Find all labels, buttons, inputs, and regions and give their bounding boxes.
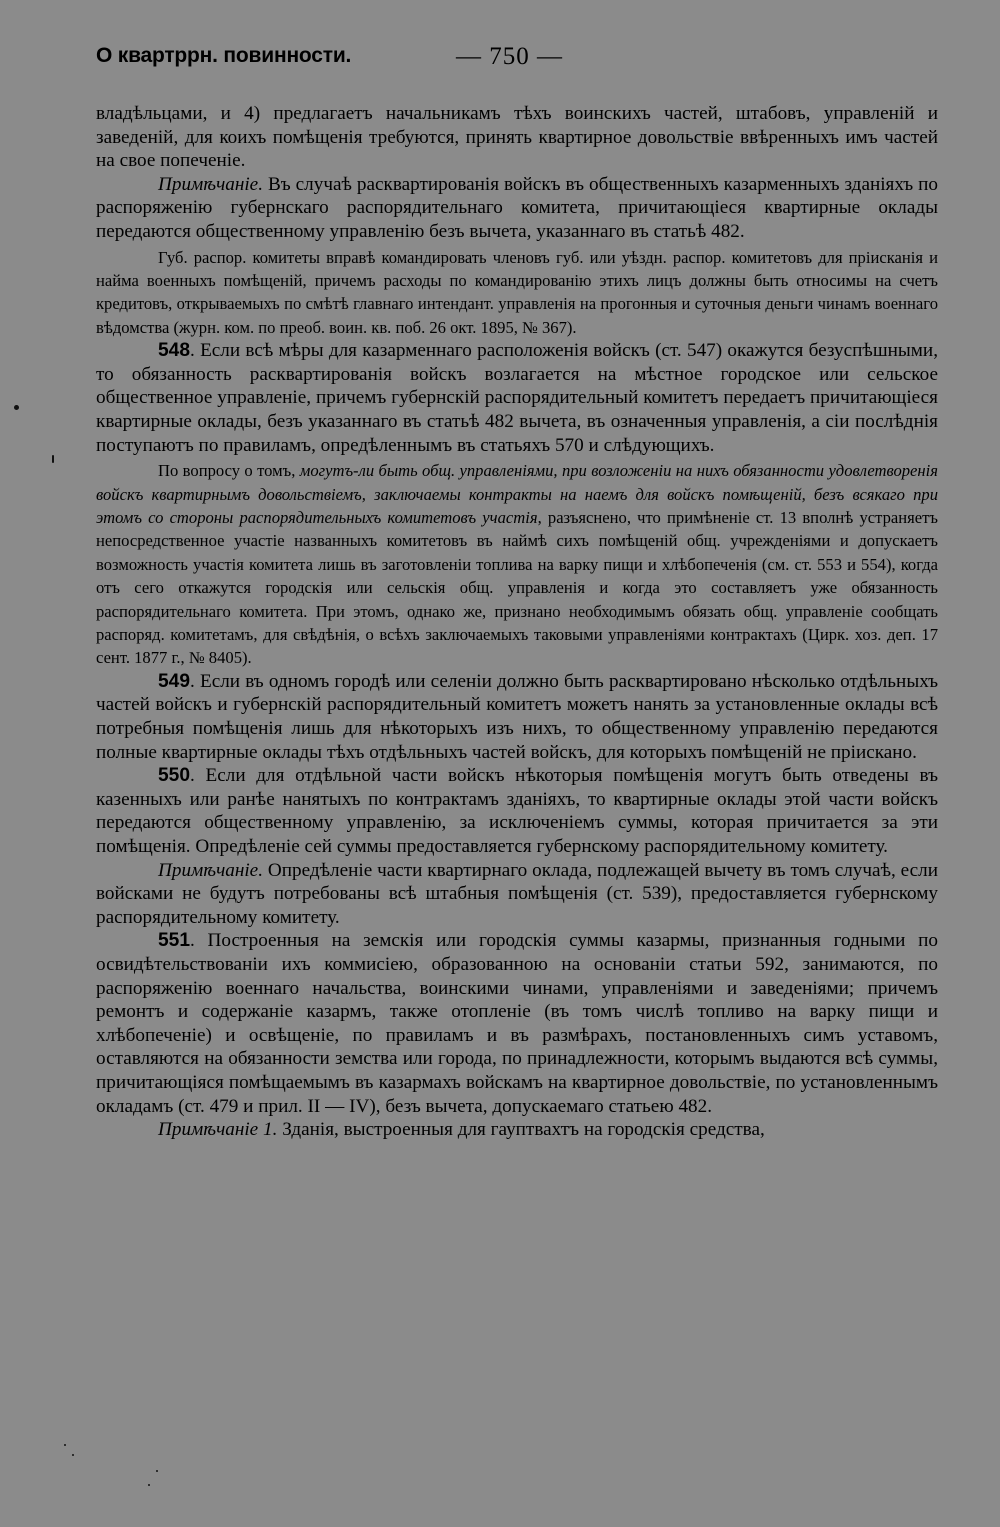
- note-paragraph: [96, 1118, 938, 1142]
- article-number: 548: [158, 340, 191, 362]
- paragraph-text: владѣльцами, и 4) предлагаетъ начальникамъ тѣхъ воинскихъ частей, штабовъ, управленій и заведеній, для коихъ помѣщенія требуются, принять квартирное довольствіе ввѣренныхъ имъ частей на свое попеченіе.: [96, 103, 938, 172]
- note-text: Опредѣленіе части квартирнаго оклада, подлежащей вычету въ томъ случаѣ, если войсками не будутъ потребованы всѣ штабныя помѣщенія (ст. 539), предоставляется губернскому распорядительному комитету.: [96, 859, 938, 928]
- section-title: О квартррн. повинности.: [96, 44, 352, 67]
- scan-speck: [156, 1470, 158, 1472]
- note-text: Зданія, выстроенныя для гауптвахтъ на городскія средства,: [277, 1119, 765, 1141]
- commentary-paragraph: [96, 246, 938, 340]
- article-text: . Построенныя на земскія или городскія суммы казармы, признанныя годными по освидѣтельствованіи ихъ коммисіею, образованною на основаніи статьи 592, занимаются, по распоряженію военнаго начальства, воинскими чинами, управленіями и заведеніями; причемъ ремонтъ и содержаніе казармъ, также отопленіе (въ томъ числѣ топливо на варку пищи и хлѣбопеченіе) и освѣщеніе, по правиламъ и въ размѣрахъ, постановленныхъ симъ уставомъ, оставляются на обязанности земства или города, по принадлежности, которымъ выдаются всѣ суммы, причитающіяся помѣщаемымъ въ казармахъ войскамъ на квартирное довольствіе, по установленнымъ окладамъ (ст. 479 и прил. II — IV), безъ вычета, допускаемаго статьею 482.: [96, 930, 938, 1117]
- article-548: [96, 339, 938, 457]
- article-text: . Если въ одномъ городѣ или селеніи должно быть расквартировано нѣсколько отдѣльныхъ частей войскъ и губернскій распорядительный комитетъ можетъ нанять за установленные оклады всѣ потребныя помѣщенія лишь для нѣкоторыхъ изъ нихъ, то общественному управленію передаются полные квартирные оклады тѣхъ отдѣльныхъ частей войскъ, для которыхъ помѣщеній не пріискано.: [96, 670, 938, 763]
- scan-speck: [72, 1454, 74, 1456]
- page-body: [96, 102, 938, 1142]
- note-label: Примѣчаніе.: [158, 173, 263, 195]
- page-number: — 750 —: [456, 43, 563, 70]
- article-number: 549: [158, 670, 191, 692]
- scan-speck: [52, 455, 54, 463]
- commentary-text: Губ. распор. комитеты вправѣ командировать членовъ губ. или уѣздн. распор. комитетовъ для пріисканія и найма военныхъ помѣщеній, причемъ расходы по командированію этихъ лицъ должны быть относимы на счетъ кредитовъ, открываемыхъ по смѣтѣ главнаго интендант. управленія на прогонныя и суточныя деньги чинамъ военнаго вѣдомства (журн. ком. по преоб. воин. кв. поб. 26 окт. 1895, № 367).: [96, 247, 938, 337]
- note-label: Примѣчаніе.: [158, 859, 263, 881]
- note-text: Въ случаѣ расквартированія войскъ въ общественныхъ казарменныхъ зданіяхъ по распоряженію губернскаго распорядительнаго комитета, причитающіеся квартирные оклады передаются общественному управленію безъ вычета, указаннаго въ статьѣ 482.: [96, 173, 938, 242]
- article-text: . Если для отдѣльной части войскъ нѣкоторыя помѣщенія могутъ быть отведены въ казенныхъ или ранѣе нанятыхъ по контрактамъ зданіяхъ, то квартирные оклады этой части войскъ передаются общественному управленію, за исключеніемъ суммы, которая причитается за эти помѣщенія. Опредѣленіе сей суммы предоставляется губернскому распорядительному комитету.: [96, 765, 938, 857]
- commentary-lead: По вопросу о томъ,: [158, 461, 300, 481]
- article-549: [96, 670, 938, 764]
- article-number: 550: [158, 765, 191, 787]
- scan-speck: [14, 405, 19, 410]
- scan-speck: [64, 1444, 66, 1446]
- article-number: 551: [158, 930, 191, 952]
- commentary-question: могутъ-ли быть общ. управленіями, при возложеніи на нихъ обязанности удовлетворенія войскъ квартирнымъ довольствіемъ, заключаемы контракты на наемъ для войскъ помѣщеній, безъ всякаго при этомъ со стороны распорядительныхъ комитетовъ участія: [96, 461, 938, 527]
- article-550: [96, 764, 938, 858]
- commentary-paragraph: [96, 459, 938, 670]
- note-paragraph: [96, 173, 938, 244]
- running-head: [96, 44, 938, 76]
- note-paragraph: [96, 859, 938, 930]
- article-551: [96, 929, 938, 1118]
- commentary-text: , разъяснено, что примѣненіе ст. 13 вполнѣ устраняетъ непосредственное участіе названныхъ комитетовъ въ наймѣ сихъ помѣщеній общ. учрежденіями и допускаетъ возможность участія комитета лишь въ заготовленіи топлива на варку пищи и хлѣбопеченія (см. ст. 553 и 554), когда отъ сего откажутся городскія или сельскія общ. управленія и когда это составляетъ уже обязанность распорядительнаго комитета. При этомъ, однако же, признано необходимымъ обязать общ. управленіе сообщать распоряд. комитетамъ, для свѣдѣнія, о всѣхъ заключаемыхъ таковыми управленіями контрактахъ (Цирк. хоз. деп. 17 сент. 1877 г., № 8405).: [96, 507, 938, 668]
- article-text: . Если всѣ мѣры для казарменнаго расположенія войскъ (ст. 547) окажутся безуспѣшными, то обязанность расквартированія войскъ возлагается на мѣстное городское или сельское общественное управленіе, причемъ губернскій распорядительный комитетъ передаетъ причитающіеся квартирные оклады, безъ указаннаго въ статьѣ 482 вычета, въ означенныя управленія, а сіи послѣднія поступаютъ по правиламъ, опредѣленнымъ въ статьяхъ 570 и слѣдующихъ.: [96, 340, 938, 456]
- paragraph-continuation: [96, 102, 938, 173]
- note-label: Примѣчаніе 1.: [158, 1119, 278, 1141]
- scan-speck: [148, 1484, 150, 1486]
